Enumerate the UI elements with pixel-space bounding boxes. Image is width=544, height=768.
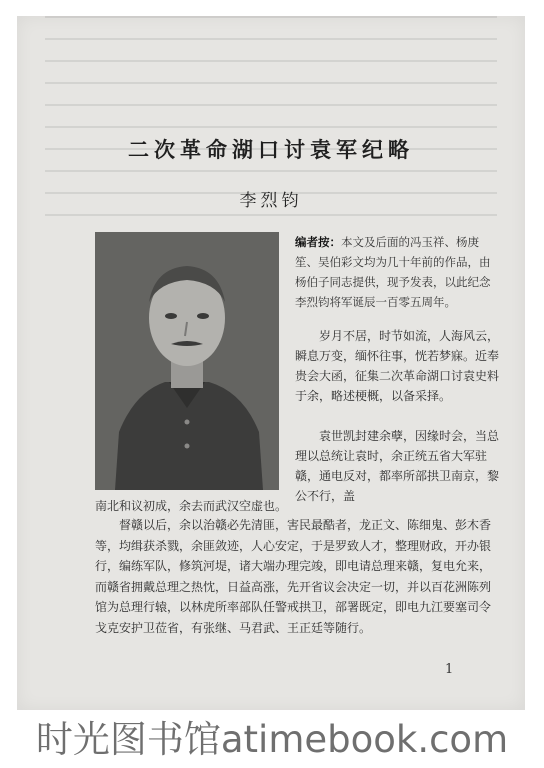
watermark-text: 时光图书馆atimebook.com <box>35 718 509 761</box>
page-number: 1 <box>445 662 454 677</box>
paragraph-3: 督赣以后，余以治赣必先清匪，害民最酷者，龙正文、陈细鬼、彭木香等，均缉获杀戮，余匪敛迹，人心安定，于是罗致人才，整理财政，开办银行，编练军队，修筑河堤，诸大端办理完竣，即电请总理来赣，复电允来，而赣省拥戴总理之热忱，日益高涨，先开省议会决定一切，并以百花洲陈列馆为总理行辕，以林虎所率部队任警戒拱卫，部署既定，即电九江要塞司令戈克安护卫莅省，有张继、马君武、王正廷等随行。 <box>95 518 492 635</box>
paragraph-1: 岁月不居，时节如流，人海风云，瞬息万变，缅怀往事，恍若梦寐。近奉贵会大函，征集二次革命湖口讨袁史料于余，略述梗概，以备采择。 <box>295 329 500 403</box>
paragraph-2: 袁世凯封建余孽，因缘时会，当总理以总统让袁时，余正统五省大军驻赣，通电反对，都率所部拱卫南京，黎公不行，盖 <box>295 429 500 503</box>
bleed-through-text <box>17 16 525 246</box>
portrait-photo <box>95 232 279 490</box>
paragraph-2-continued: 南北和议初成，余去而武汉空虚也。 <box>95 499 288 513</box>
editor-note-label: 编者按： <box>295 235 341 249</box>
scanned-page <box>17 16 525 710</box>
editor-note-text: 本文及后面的冯玉祥、杨庚笙、吴伯彩文均为几十年前的作品，由杨伯子同志提供，现予发表，以此纪念李烈钧将军诞辰一百零五周年。 <box>295 235 491 309</box>
editor-note <box>295 232 501 312</box>
article-title: 二次革命湖口讨袁军纪略 <box>128 137 414 162</box>
article-author: 李烈钧 <box>239 191 303 211</box>
